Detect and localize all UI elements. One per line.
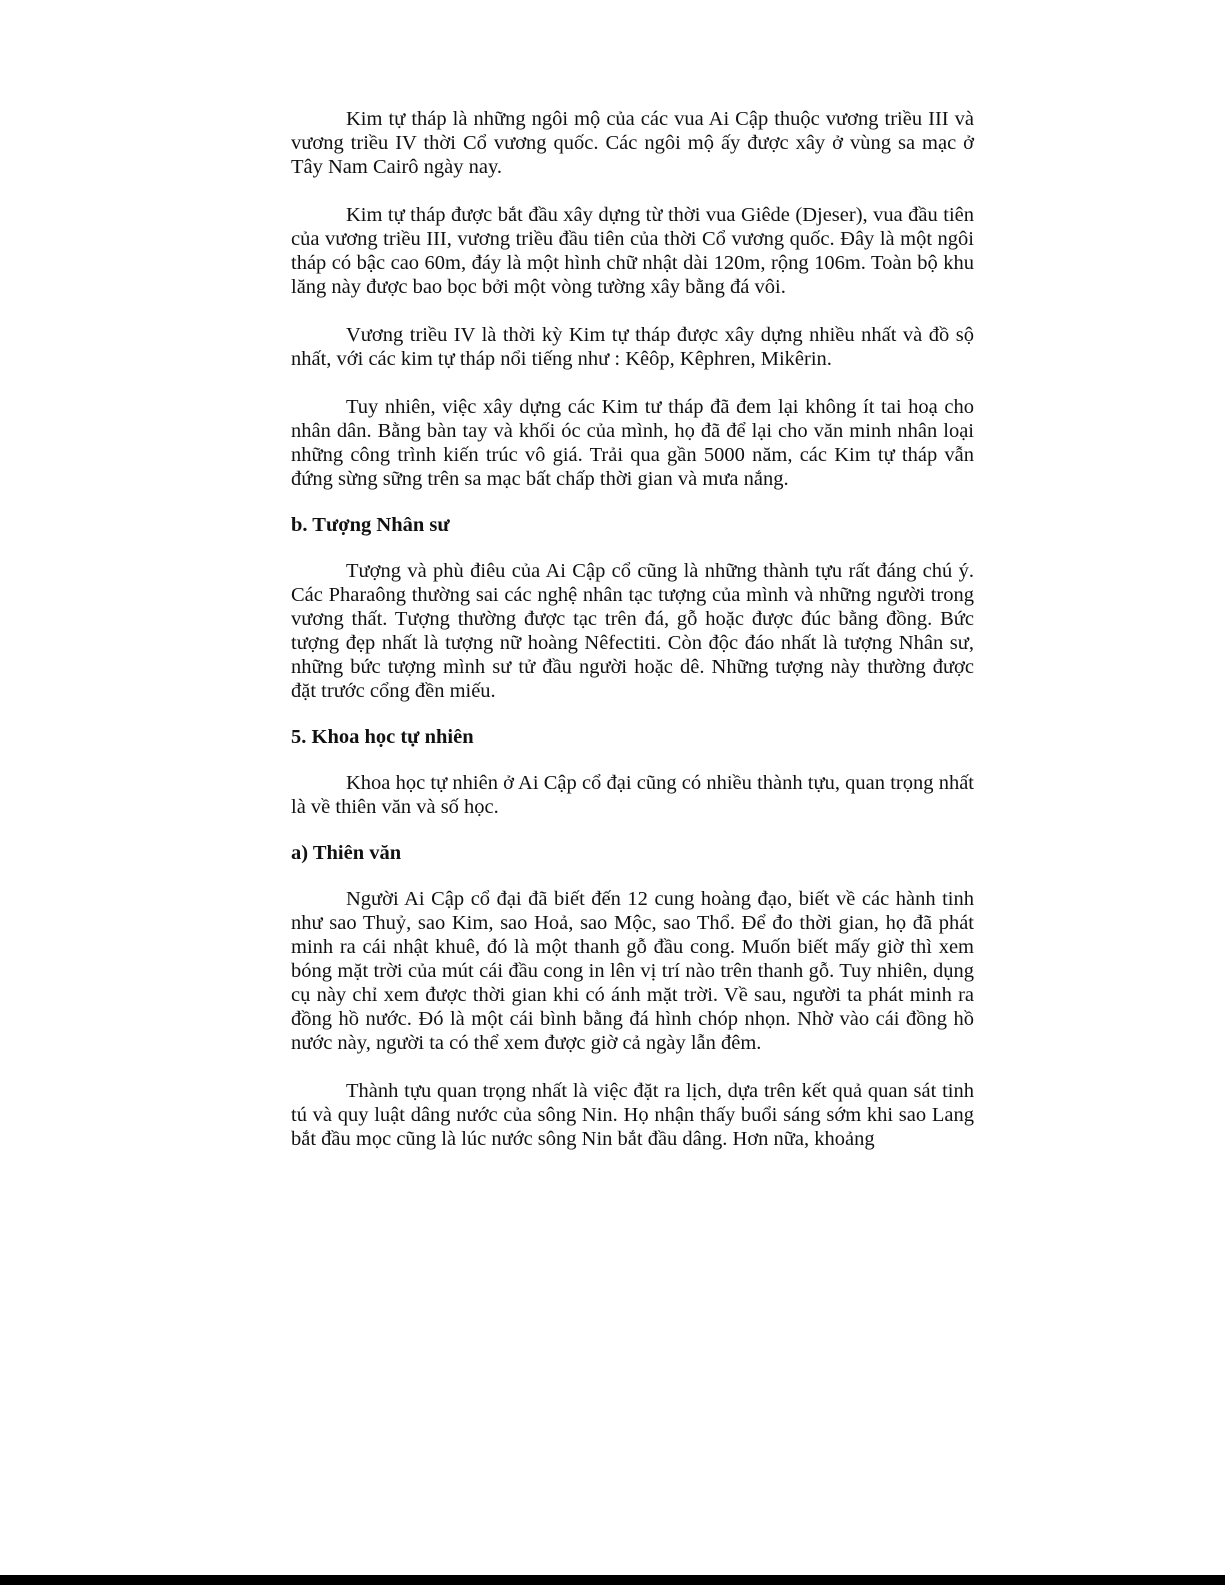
paragraph-sphinx: Tượng và phù điêu của Ai Cập cổ cũng là những thành tựu rất đáng chú ý. Các Pharaông thường sai các nghệ nhân tạc tượng của mình và những người trong vương thất. Tượng thường được tạc trên đá, gỗ hoặc được đúc bằng đồng. Bức tượng đẹp nhất là tượng nữ hoàng Nêfectiti. Còn độc đáo nhất là tượng Nhân sư, những bức tượng mình sư tử đầu người hoặc dê. Những tượng này thường được đặt trước cổng đền miếu. <box>291 560 974 702</box>
paragraph-astronomy-calendar: Thành tựu quan trọng nhất là việc đặt ra lịch, dựa trên kết quả quan sát tinh tú và quy luật dâng nước của sông Nin. Họ nhận thấy buổi sáng sớm khi sao Lang bắt đầu mọc cũng là lúc nước sông Nin bắt đầu dâng. Hơn nữa, khoảng <box>291 1080 974 1150</box>
paragraph-natural-science: Khoa học tự nhiên ở Ai Cập cổ đại cũng có nhiều thành tựu, quan trọng nhất là về thiên văn và số học. <box>291 772 974 818</box>
bottom-border <box>0 1575 1225 1585</box>
paragraph-pyramid-construction: Kim tự tháp được bắt đầu xây dựng từ thời vua Giêde (Djeser), vua đầu tiên của vương triều III, vương triều đầu tiên của thời Cổ vương quốc. Đây là một ngôi tháp có bậc cao 60m, đáy là một hình chữ nhật dài 120m, rộng 106m. Toàn bộ khu lăng này được bao bọc bởi một vòng tường xây bằng đá vôi. <box>291 204 974 298</box>
paragraph-astronomy-tools: Người Ai Cập cổ đại đã biết đến 12 cung hoàng đạo, biết về các hành tinh như sao Thuỷ, sao Kim, sao Hoả, sao Mộc, sao Thổ. Để đo thời gian, họ đã phát minh ra cái nhật khuê, đó là một thanh gỗ đầu cong. Muốn biết mấy giờ thì xem bóng mặt trời của mút cái đầu cong in lên vị trí nào trên thanh gỗ. Tuy nhiên, dụng cụ này chỉ xem được thời gian khi có ánh mặt trời. Về sau, người ta phát minh ra đồng hồ nước. Đó là một cái bình bằng đá hình chóp nhọn. Nhờ vào cái đồng hồ nước này, người ta có thể xem được giờ cả ngày lẫn đêm. <box>291 888 974 1054</box>
heading-astronomy: a) Thiên văn <box>291 842 402 864</box>
paragraph-fourth-dynasty: Vương triều IV là thời kỳ Kim tự tháp được xây dựng nhiều nhất và đồ sộ nhất, với các kim tự tháp nổi tiếng như : Kêôp, Kêphren, Mikêrin. <box>291 324 974 370</box>
paragraph-pyramid-tombs: Kim tự tháp là những ngôi mộ của các vua Ai Cập thuộc vương triều III và vương triều IV thời Cổ vương quốc. Các ngôi mộ ấy được xây ở vùng sa mạc ở Tây Nam Cairô ngày nay. <box>291 108 974 178</box>
heading-natural-science: 5. Khoa học tự nhiên <box>291 726 474 748</box>
heading-sphinx: b. Tượng Nhân sư <box>291 514 450 536</box>
document-page <box>291 107 974 1151</box>
paragraph-pyramid-legacy: Tuy nhiên, việc xây dựng các Kim tư tháp đã đem lại không ít tai hoạ cho nhân dân. Bằng bàn tay và khối óc của mình, họ đã để lại cho văn minh nhân loại những công trình kiến trúc vô giá. Trải qua gần 5000 năm, các Kim tự tháp vẫn đứng sừng sững trên sa mạc bất chấp thời gian và mưa nắng. <box>291 396 974 490</box>
